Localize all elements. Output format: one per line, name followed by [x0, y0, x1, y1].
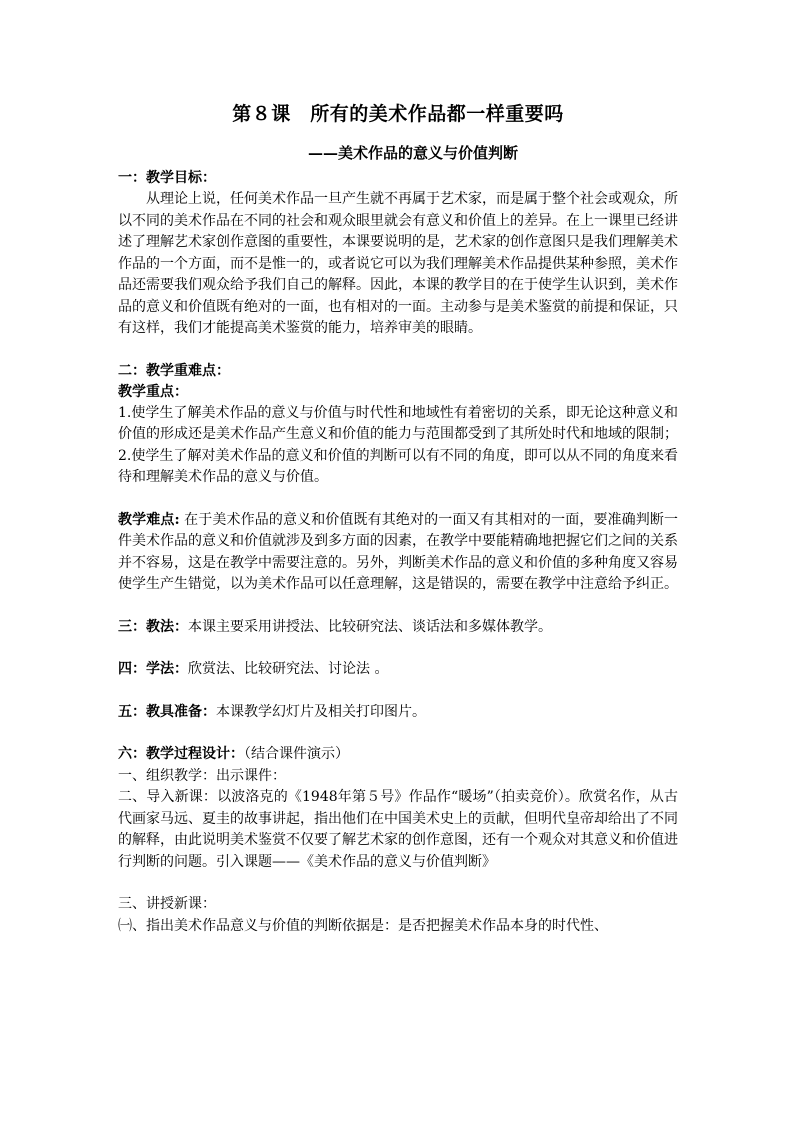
- key-point-1: 1.使学生了解美术作品的意义与价值与时代性和地域性有着密切的关系，即无论这种意义和价值的形成还是美术作品产生意义和价值的能力与范围都受到了其所处时代和地域的限制；: [118, 404, 678, 442]
- section-teaching-goals-body: 从理论上说，任何美术作品一旦产生就不再属于艺术家，而是属于整个社会或观众，所以不同的美术作品在不同的社会和观众眼里就会有意义和价值上的差异。在上一课里已经讲述了理解艺术家创作意图的重要性，本课要说明的是，艺术家的创作意图只是我们理解美术作品的一个方面，而不是惟一的，或者说它可以为我们理解美术作品提供某种参照，美术作品还需要我们观众给予我们自己的解释。因此，本课的教学目的在于使学生认识到，美术作品的意义和价值既有绝对的一面，也有相对的一面。主动参与是美术鉴赏的前提和保证，只有这样，我们才能提高美术鉴赏的能力，培养审美的眼睛。: [118, 191, 678, 336]
- section-teaching-aids: [118, 702, 678, 724]
- teaching-method-label: 三：教法：: [118, 618, 188, 635]
- key-points-subheading: 教学重点：: [118, 383, 188, 400]
- process-label-note: （结合课件演示）: [244, 746, 349, 762]
- key-point-2: 2.使学生了解对美术作品的意义和价值的判断可以有不同的角度，即可以从不同的角度来看待和理解美术作品的意义与价值。: [118, 447, 678, 485]
- section-learning-method: [118, 659, 678, 681]
- document-page: [118, 100, 678, 937]
- teaching-method-body: 本课主要采用讲授法、比较研究法、谈话法和多媒体教学。: [188, 618, 552, 635]
- process-step-3: 三、讲授新课：: [118, 896, 216, 912]
- page-subtitle: ——美术作品的意义与价值判断: [308, 144, 519, 162]
- section-teaching-method: [118, 617, 678, 639]
- process-step-2: 二、导入新课：以波洛克的《1948年第５号》作品作“暖场”（拍卖竞价）。欣赏名作，从古代画家马远、夏圭的故事讲起，指出他们在中国美术史上的贡献，但明代皇帝却给出了不同的解释，由此说明美术鉴赏不仅要了解艺术家的创作意图，还有一个观众对其意义和价值进行判断的问题。引入课题——《美术作品的意义与价值判断》: [118, 789, 678, 870]
- process-step-1: 一、组织教学：出示课件：: [118, 767, 286, 784]
- difficult-points: [118, 510, 678, 596]
- process-step-3a: ㈠、指出美术作品意义与价值的判断依据是：是否把握美术作品本身的时代性、: [118, 917, 608, 934]
- process-label: 六：教学过程设计：: [118, 746, 244, 762]
- page-title: 第８课 所有的美术作品都一样重要吗: [232, 103, 564, 125]
- section-key-points-heading: 二：教学重难点：: [118, 362, 230, 379]
- learning-method-body: 欣赏法、比较研究法、讨论法 。: [188, 661, 389, 677]
- difficult-points-body: 在于美术作品的意义和价值既有其绝对的一面又有其相对的一面，要准确判断一件美术作品的意义和价值就涉及到多方面的因素，在教学中要能精确地把握它们之间的关系并不容易，这是在教学中需要注意的。另外，判断美术作品的意义和价值的多种角度又容易使学生产生错觉，以为美术作品可以任意理解，这是错误的，需要在教学中注意给予纠正。: [118, 511, 678, 592]
- learning-method-label: 四：学法：: [118, 661, 188, 677]
- section-process-heading: [118, 744, 678, 766]
- teaching-aids-body: 本课教学幻灯片及相关打印图片。: [216, 703, 426, 720]
- section-teaching-goals-heading: 一：教学目标：: [118, 170, 216, 186]
- difficult-points-label: 教学难点:: [118, 511, 180, 528]
- teaching-aids-label: 五：教具准备：: [118, 703, 216, 720]
